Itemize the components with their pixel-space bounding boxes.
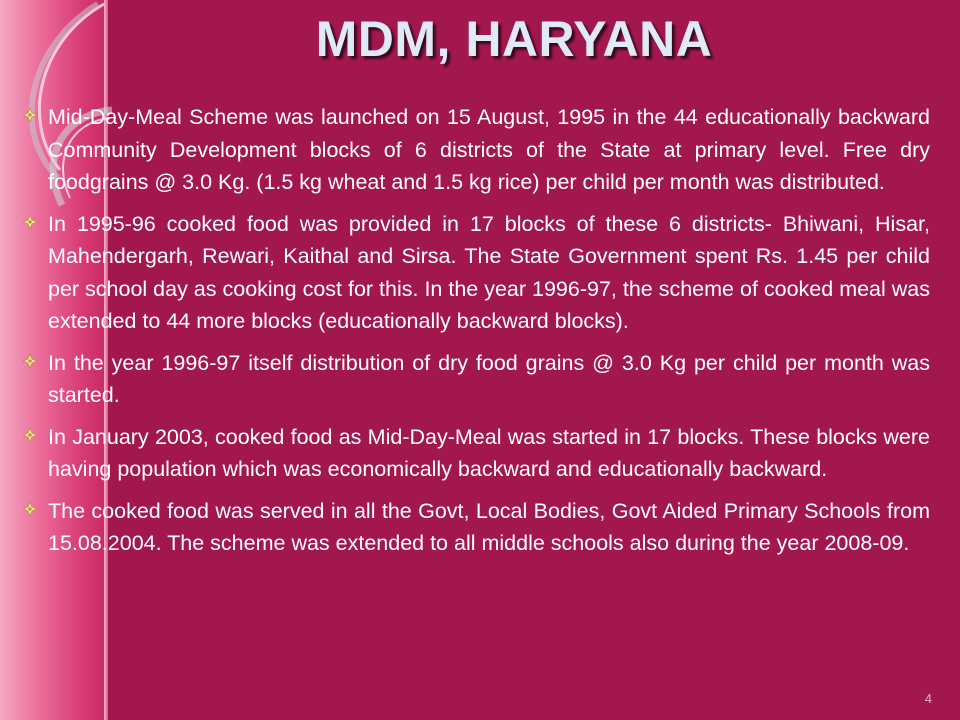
bullet-list — [22, 101, 930, 569]
diamond-flower-bullet-icon — [22, 427, 38, 443]
bullet-text: In January 2003, cooked food as Mid-Day-Meal was started in 17 blocks. These blocks were having population which was economically backward and educationally backward. — [48, 424, 930, 481]
bullet-item — [22, 495, 930, 560]
diamond-flower-bullet-icon — [22, 353, 38, 369]
diamond-flower-bullet-icon — [22, 107, 38, 123]
bullet-item — [22, 208, 930, 338]
bullet-item — [22, 421, 930, 486]
page-number: 4 — [924, 691, 932, 706]
bullet-text: In the year 1996-97 itself distribution of dry food grains @ 3.0 Kg per child per month was started. — [48, 350, 930, 407]
slide-title: MDM, HARYANA — [315, 11, 713, 67]
bullet-item — [22, 101, 930, 199]
diamond-flower-bullet-icon — [22, 501, 38, 517]
bullet-text: The cooked food was served in all the Govt, Local Bodies, Govt Aided Primary Schools from 15.08.2004. The scheme was extended to all middle schools also during the year 2008-09. — [48, 498, 930, 555]
bullet-item — [22, 347, 930, 412]
bullet-text: Mid-Day-Meal Scheme was launched on 15 August, 1995 in the 44 educationally backward Community Development blocks of 6 districts of the State at primary level. Free dry foodgrains @ 3.0 Kg. (1.5 kg wheat and 1.5 kg rice) per child per month was distributed. — [48, 105, 930, 194]
bullet-text: In 1995-96 cooked food was provided in 17 blocks of these 6 districts- Bhiwani, Hisar, Mahendergarh, Rewari, Kaithal and Sirsa. The State Government spent Rs. 1.45 per child per school day as cooking cost for this. In the year 1996-97, the scheme of cooked meal was extended to 44 more blocks (educationally backward blocks). — [48, 211, 930, 333]
diamond-flower-bullet-icon — [22, 214, 38, 230]
